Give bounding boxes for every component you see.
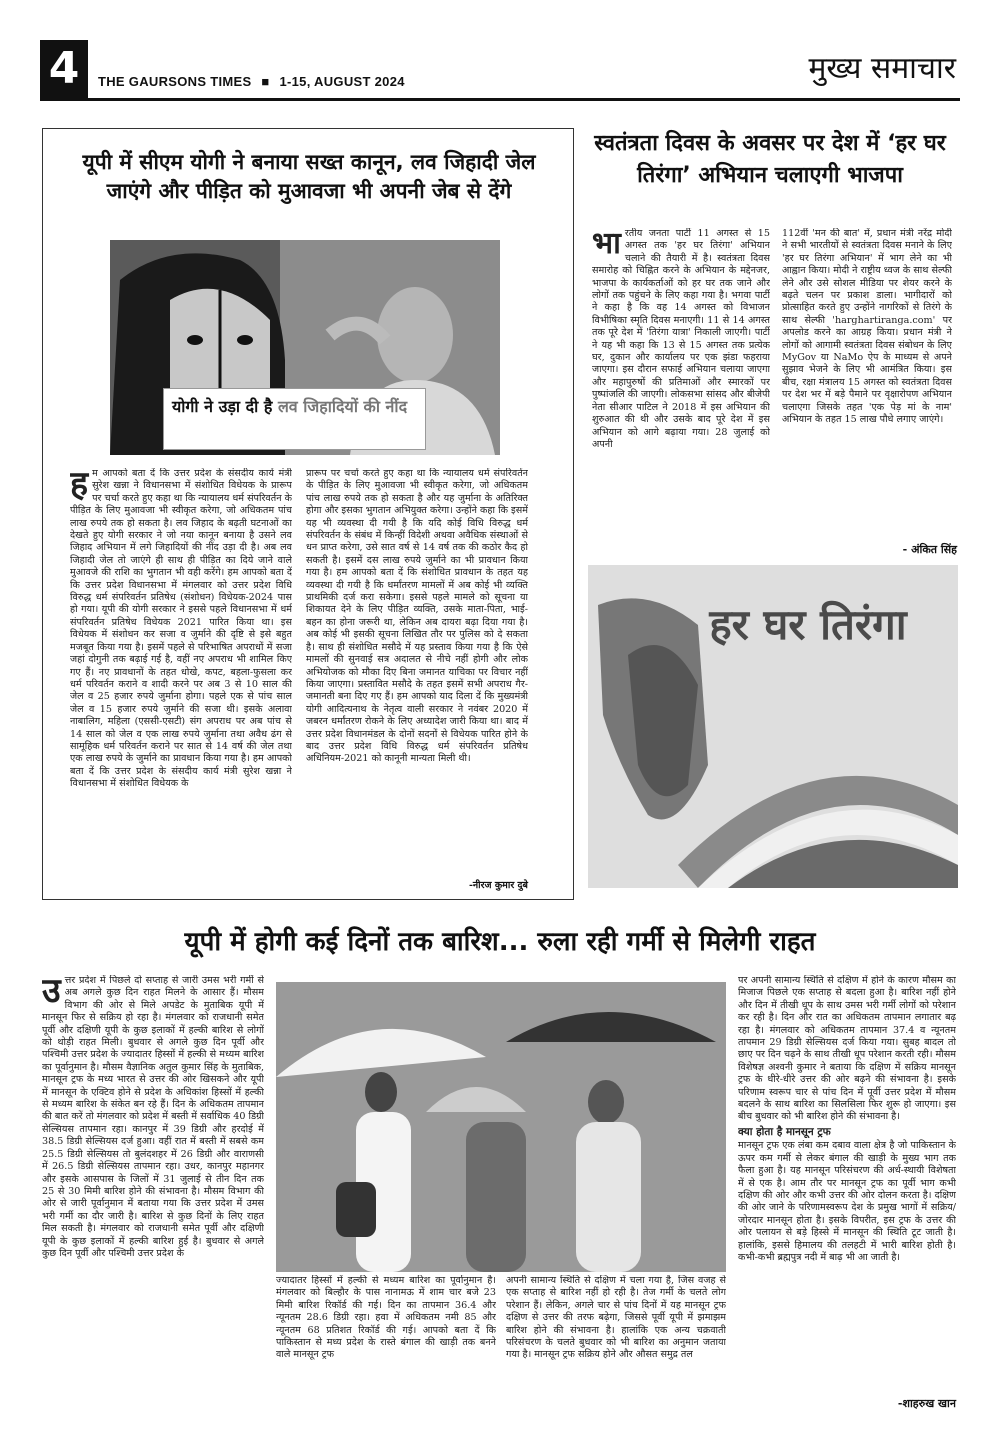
story3-col4-text-a: पर अपनी सामान्य स्थिति से दक्षिण में होने के कारण मौसम का मिजाज पिछले एक सप्ताह से बदला हुआ है। बारिश नहीं होने और दिन में तीखी धूप के साथ उमस भरी गर्मी लोगों को परेशान कर रही है। दिन और रात का अधिकतम तापमान लगातार बढ़ रहा है। मंगलवार को अधिकतम तापमान 37.4 व न्यूनतम तापमान 29 डिग्री सेल्सियस दर्ज किया गया। सुबह बादल तो छाए पर दिन चढ़ने के साथ तीखी धूप परेशान करती रही। मौसम विशेषज्ञ अश्वनी कुमार ने बताया कि दक्षिण में सक्रिय मानसून ट्रफ के धीरे-धीरे उत्तर की ओर बढ़ने की संभावना है। इसके परिणाम स्वरूप चार से पांच दिन में पूर्वी उत्तर प्रदेश में मौसम बदलने के साथ बारिश का सिलसिला फिर शुरू हो जाएगा। इस बीच बुधवार को भी बारिश होने की संभावना है। (738, 975, 956, 1123)
story3-photo (276, 982, 726, 1272)
section-title: मुख्य समाचार (808, 51, 956, 86)
story3-subhead: क्या होता है मानसून ट्रफ (738, 1125, 831, 1138)
story3-col4 (738, 975, 956, 1393)
story2-col1 (592, 228, 770, 556)
header-rule (40, 98, 960, 101)
story1-photo-caption (163, 388, 426, 450)
story3-col1 (42, 975, 264, 1411)
har-ghar-tiranga-banner (588, 565, 958, 888)
story3-col2: ज्यादातर हिस्सों में हल्की से मध्यम बारिश का पूर्वानुमान है। मंगलवार को बिल्हौर के पास नानामऊ में शाम चार बजे 23 मिमी बारिश रिकॉर्ड की गई। दिन का तापमान 36.4 और न्यूनतम 28.6 डिग्री रहा। हवा में अधिकतम नमी 85 और न्यूनतम 68 प्रतिशत रिकॉर्ड की गई। आपको बता दें कि पाकिस्तान से मध्य प्रदेश के रास्ते बंगाल की खाड़ी तक बनने वाले मानसून ट्रफ (276, 1275, 496, 1361)
photo-women-with-umbrellas-in-rain (276, 982, 726, 1272)
drop-cap: उ (42, 975, 61, 1011)
paper-name: THE GAURSONS TIMES (98, 74, 252, 89)
story2-headline: स्वतंत्रता दिवस के अवसर पर देश में ‘हर घर तिरंगा’ अभियान चलाएगी भाजपा (594, 131, 946, 188)
story1-col1-text: म आपको बता दें कि उत्तर प्रदेश के संसदीय कार्य मंत्री सुरेश खन्ना ने विधानसभा में संशोधित विधेयक के प्रारूप पर चर्चा करते हुए कहा था कि न्यायालय धर्म संपरिवर्तन के पीड़ित के लिए मुआवजा भी स्वीकृत करेगा, जो अधिकतम पांच लाख रुपये तक हो सकता है। लव जिहाद के बढ़ती घटनाओं का देखते हुए योगी सरकार ने जो नया कानून बनाया है उसने लव जिहाद अभियान में लगे जिहादियों की नींद उड़ा दी है। अब लव जिहादी जेल तो जाएंगे ही साथ ही पीड़ित का दिये जाने वाले मुआवजे की राशि का भुगतान भी वही करेंगे। हम आपको बता दें कि उत्तर प्रदेश विधानसभा में मंगलवार को उत्तर प्रदेश विधि विरुद्ध धर्म संपरिवर्तन प्रतिषेध (संशोधन) विधेयक-2024 पास हो गया। यूपी की योगी सरकार ने इससे पहले विधानसभा में धर्म संपरिवर्तन प्रतिषेध विधेयक 2021 पारित किया था। इस विधेयक में संशोधन कर सजा व जुर्माने की दृष्टि से इसे बहुत मजबूत किया गया है। इसमें पहले से परिभाषित अपराधों में सजा जहां दोगुनी तक बढ़ाई गई है, वहीं नए अपराध भी शामिल किए गए हैं। नए प्रावधानों के तहत धोखे, कपट, बहला-फुसला कर धर्म परिवर्तन कराने व शादी करने पर अब 3 से 10 साल की जेल व 25 हजार रुपये जुर्माना होगा। पहले एक से पांच साल जेल व 15 हजार रुपये जुर्माने की सजा थी। इसके अलावा नाबालिग, महिला (एससी-एसटी) संग अपराध पर अब पांच से 14 साल को जेल व एक लाख रुपये जुर्माना तथा अवैध ढंग से सामूहिक धर्म परिवर्तन कराने पर सात से 14 वर्ष की जेल तथा एक लाख रुपये के जुर्माने का प्रावधान किया गया है। हम आपको बता दें कि उत्तर प्रदेश के संसदीय कार्य मंत्री सुरेश खन्ना ने विधानसभा में संशोधित विधेयक के (70, 468, 292, 790)
separator-square: ■ (261, 74, 270, 89)
story2-col1-text: रतीय जनता पार्टी 11 अगस्त से 15 अगस्त तक 'हर घर तिरंगा' अभियान चलाने की तैयारी में है। स्वतंत्रता दिवस समारोह को चिह्नित करने के अभियान के मद्देनजर, भाजपा के कार्यकर्ताओं को हर घर तक जाने और लोगों तक पहुंचने के लिए कहा गया है। भगवा पार्टी ने कहा है कि वह 14 अगस्त को विभाजन विभीषिका स्मृति दिवस मनाएगी। 11 से 14 अगस्त तक पूरे देश में 'तिरंगा यात्रा' निकाली जाएगी। पार्टी ने यह भी कहा कि 13 से 15 अगस्त तक प्रत्येक घर, दुकान और कार्यालय पर एक झंडा फहराया जाएगा। इस दौरान सफाई अभियान चलाया जाएगा और महापुरुषों की प्रतिमाओं और स्मारकों पर पुष्पांजलि की जाएगी। लोकसभा सांसद और बीजेपी नेता सीआर पाटिल ने 2018 में इस अभियान की शुरुआत की थी और उसके बाद पूरे देश में इस अभियान को आगे बढ़ाया गया। 28 जुलाई को अपनी (592, 228, 770, 450)
story1-col2: प्रारूप पर चर्चा करते हुए कहा था कि न्यायालय धर्म संपरिवर्तन के पीड़ित के लिए मुआवजा भी स्वीकृत करेगा, जो अधिकतम पांच लाख रुपये तक हो सकता है और यह जुर्माना के अतिरिक्त होगा और इसका भुगतान अभियुक्त करेगा। उन्होंने कहा कि इसमें यह भी व्यवस्था दी गयी है कि यदि कोई विधि विरुद्ध धर्म संपरिवर्तन के संबंध में किन्हीं विदेशी अथवा अवैधिक संस्थाओं से धन प्राप्त करेगा, उसे सात वर्ष से 14 वर्ष तक की कठोर कैद हो सकती है। इसमें दस लाख रुपये जुर्माने का भी प्रावधान किया गया है। हम आपको बता दें कि संशोधित प्रावधान के तहत यह व्यवस्था दी गयी है कि धर्मांतरण मामलों में अब कोई भी व्यक्ति प्राथमिकी दर्ज करा सकेगा। इससे पहले मामले को सूचना या शिकायत देने के लिए पीड़ित व्यक्ति, उसके माता-पिता, भाई-बहन का होना जरूरी था, लेकिन अब दायरा बढ़ा दिया गया है। अब कोई भी इसकी सूचना लिखित तौर पर पुलिस को दे सकता है। साथ ही संशोधित मसौदे में यह प्रस्ताव किया गया है कि ऐसे मामलों की सुनवाई सत्र अदालत से नीचे नहीं होगी और लोक अभियोजक को मौका दिए बिना जमानत याचिका पर विचार नहीं किया जाएगा। प्रस्तावित मसौदे के तहत इसमें सभी अपराध गैर-जमानती बना दिए गए हैं। हम आपको याद दिला दें कि मुख्यमंत्री योगी आदित्यनाथ के नेतृत्व वाली सरकार ने नवंबर 2020 में जबरन धर्मांतरण रोकने के लिए अध्यादेश जारी किया था। बाद में उत्तर प्रदेश विधानमंडल के दोनों सदनों से विधेयक पारित होने के बाद उत्तर प्रदेश विधि विरुद्ध धर्म संपरिवर्तन प्रतिषेध अधिनियम-2021 को कानूनी मान्यता मिली थी। (306, 468, 528, 765)
story1-headline: यूपी में सीएम योगी ने बनाया सख्त कानून, लव जिहादी जेल जाएंगे और पीड़ित को मुआवजा भी अपनी जेब से देंगे (82, 150, 536, 203)
drop-cap: ह (70, 468, 89, 504)
story3-col4-text-b: मानसून ट्रफ एक लंबा कम दबाव वाला क्षेत्र है जो पाकिस्तान के ऊपर कम गर्मी से लेकर बंगाल की खाड़ी के मुख्य भाग तक फैला हुआ है। यह मानसून परिसंचरण की अर्ध-स्थायी विशेषता में से एक है। आम तौर पर मानसून ट्रफ का पूर्वी भाग कभी दक्षिण की ओर और कभी उत्तर की ओर दोलन करता है। दक्षिण की ओर जाने के परिणामस्वरूप देश के प्रमुख भागों में सक्रिय/जोरदार मानसून होता है। इसके विपरीत, इस ट्रफ के उत्तर की ओर पलायन से बड़े हिस्से में मानसून की स्थिति टूट जाती है। हालांकि, इससे हिमालय की तलहटी में भारी बारिश होती है। कभी-कभी ब्रह्मपुत्र नदी में बाढ़ भी आ जाती है। (738, 1140, 956, 1263)
story2-col2: 112वीं 'मन की बात' में, प्रधान मंत्री नरेंद्र मोदी ने सभी भारतीयों से स्वतंत्रता दिवस मनाने के लिए 'हर घर तिरंगा अभियान' में भाग लेने का भी आह्वान किया। मोदी ने राष्ट्रीय ध्वज के साथ सेल्फी लेने और उसे सोशल मीडिया पर शेयर करने के बढ़ते चलन पर प्रकाश डाला। भागीदारों को प्रोत्साहित करते हुए उन्होंने नागरिकों से तिरंगे के साथ सेल्फी 'harghartiranga.com' पर अपलोड करने का आग्रह किया। प्रधान मंत्री ने लोगों को आगामी स्वतंत्रता दिवस संबोधन के लिए MyGov या NaMo ऐप के माध्यम से अपने सुझाव भेजने के लिए भी आमंत्रित किया। इस बीच, रक्षा मंत्रालय 15 अगस्त को स्वतंत्रता दिवस पर देश भर में बड़े पैमाने पर वृक्षारोपण अभियान चलाएगा जिसके तहत 'एक पेड़ मां के नाम' अभियान के तहत 15 लाख पौधे लगाए जाएंगे। (782, 228, 952, 426)
story2-byline: - अंकित सिंह (902, 543, 957, 556)
issue-date: 1-15, AUGUST 2024 (279, 74, 405, 89)
masthead-line (98, 74, 405, 89)
story3-col3: अपनी सामान्य स्थिति से दक्षिण में चला गया है, जिस वजह से एक सप्ताह से बारिश नहीं हो रही है। तेज गर्मी के चलते लोग परेशान हैं। लेकिन, अगले चार से पांच दिनों में यह मानसून ट्रफ दक्षिण से उत्तर की तरफ बढ़ेगा, जिससे पूर्वी यूपी में झमाझम बारिश होने की संभावना है। हालांकि एक अन्य चक्रवाती परिसंचरण के चलते बुधवार को भी बारिश का अनुमान जताया गया है। मानसून ट्रफ सक्रिय होने और औसत समुद्र तल (506, 1275, 726, 1361)
page-header (40, 38, 960, 100)
story1-col1 (70, 468, 292, 893)
caption-part-1: योगी ने उड़ा दी है (172, 397, 273, 416)
drop-cap: भा (592, 228, 621, 261)
caption-part-2: लव जिहादियों की नींद (277, 397, 408, 416)
story1-byline: -नीरज कुमार दुबे (468, 880, 528, 891)
story3-byline: -शाहरुख खान (897, 1397, 956, 1410)
story3-col1-text: त्तर प्रदेश में पिछले दो सप्ताह से जारी उमस भरी गर्मी से अब अगले कुछ दिन राहत मिलने के आसार हैं। मौसम विभाग की ओर से मिले अपडेट के मुताबिक यूपी में मानसून फिर से सक्रिय हो रहा है। मंगलवार को राजधानी समेत पूर्वी और दक्षिणी यूपी के कुछ इलाकों में हल्की बारिश से लोगों को थोड़ी राहत मिली। बुधवार से अगले कुछ दिन पूर्वी और पश्चिमी उत्तर प्रदेश के ज्यादातर हिस्सों में हल्की से मध्यम बारिश का पूर्वानुमान है। मौसम वैज्ञानिक अतुल कुमार सिंह के मुताबिक, मानसून ट्रफ के मध्य भारत से उत्तर की ओर खिसकने और यूपी में मानसून के एक्टिव होने से प्रदेश के अधिकांश हिस्सों में हल्की से मध्यम बारिश के संकेत बन रहे हैं। दिन के अधिकतम तापमान की बात करें तो मंगलवार को प्रदेश में बस्ती में सर्वाधिक 40 डिग्री सेल्सियस तापमान रहा। कानपुर में 39 डिग्री और हरदोई में 38.5 डिग्री सेल्सियस दर्ज हुआ। वहीं रात में बस्ती में सबसे कम 25.5 डिग्री सेल्सियस तो बुलंदशहर में 26 डिग्री और वाराणसी में 26.5 डिग्री सेल्सियस तापमान रहा। उधर, कानपुर महानगर और इसके आसपास के जिलों में 31 जुलाई से तीन दिन तक 25 से 30 मिमी बारिश होने की संभावना है। मौसम विभाग की ओर से जारी पूर्वानुमान में बताया गया कि उत्तर प्रदेश में उमस भरी गर्मी का दौर जारी है। बारिश से कुछ दिनों के लिए राहत मिल सकती है। मंगलवार को राजधानी समेत पूर्वी और दक्षिणी यूपी के कुछ इलाकों में हल्की बारिश हुई है। बुधवार से अगले कुछ दिन पूर्वी और पश्चिमी उत्तर प्रदेश के (42, 975, 264, 1259)
banner-title: हर घर तिरंगा (709, 600, 907, 649)
page-number: 4 (40, 40, 88, 98)
story3-headline: यूपी में होगी कई दिनों तक बारिश... रुला रही गर्मी से मिलेगी राहत (184, 927, 816, 957)
